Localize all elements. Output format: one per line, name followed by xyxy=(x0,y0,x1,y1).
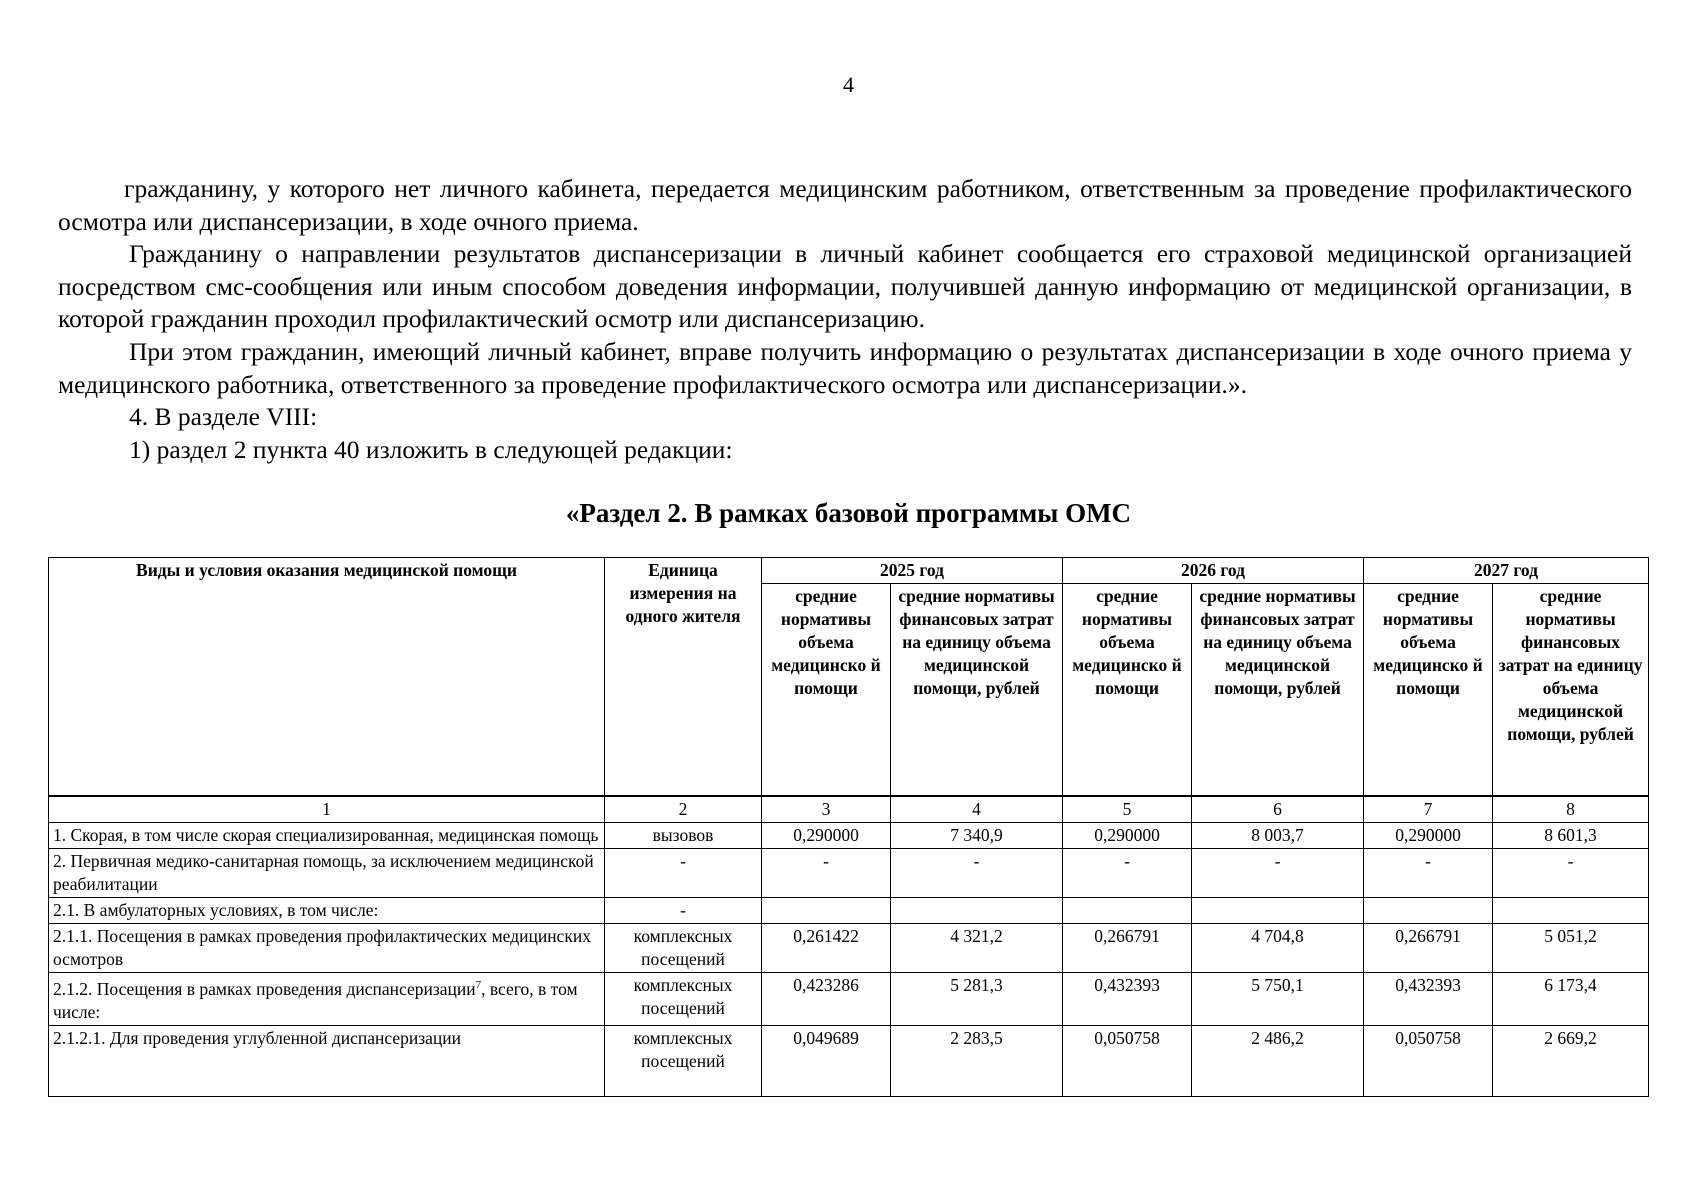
row-cost-2025: 5 281,3 xyxy=(891,973,1063,1026)
row-volume-2027 xyxy=(1364,898,1493,924)
col-number: 2 xyxy=(605,797,762,823)
header-cost-2027: средние нормативы финансовых затрат на единицу объема медицинской помощи, рублей xyxy=(1493,584,1649,796)
table-row xyxy=(49,823,1649,849)
row-unit: комплексных посещений xyxy=(605,1025,762,1096)
row-cost-2025: 2 283,5 xyxy=(891,1025,1063,1096)
row-cost-2027: 5 051,2 xyxy=(1493,924,1649,973)
table-row xyxy=(49,973,1649,1026)
row-cost-2027: - xyxy=(1493,849,1649,898)
row-volume-2026 xyxy=(1063,898,1192,924)
paragraph-1: гражданину, у которого нет личного кабинета, передается медицинским работником, ответственным за проведение профилактического осмотра или диспансеризации, в ходе очного приема. xyxy=(58,174,1632,236)
col-number: 4 xyxy=(891,797,1063,823)
table-row xyxy=(49,924,1649,973)
row-volume-2026: 0,050758 xyxy=(1063,1025,1192,1096)
row-volume-2025: 0,261422 xyxy=(762,924,891,973)
row-cost-2027: 8 601,3 xyxy=(1493,823,1649,849)
row-unit: комплексных посещений xyxy=(605,924,762,973)
header-volume-2027: средние нормативы объема медицинско й помощи xyxy=(1364,584,1493,796)
row-volume-2025 xyxy=(762,898,891,924)
row-name-tail: , всего, в том числе: xyxy=(53,978,578,1022)
row-cost-2026: 4 704,8 xyxy=(1192,924,1364,973)
header-cost-2026: средние нормативы финансовых затрат на единицу объема медицинской помощи, рублей xyxy=(1192,584,1364,796)
paragraph-4: 4. В разделе VIII: xyxy=(129,402,318,432)
row-volume-2026: 0,290000 xyxy=(1063,823,1192,849)
row-cost-2026: - xyxy=(1192,849,1364,898)
row-name-text: 2.1.2. Посещения в рамках проведения диспансеризации xyxy=(53,978,476,999)
row-name: 1. Скорая, в том числе скорая специализированная, медицинская помощь xyxy=(49,823,605,849)
row-name: 2.1.1. Посещения в рамках проведения профилактических медицинских осмотров xyxy=(49,924,605,973)
row-volume-2025: 0,049689 xyxy=(762,1025,891,1096)
header-year-2027: 2027 год xyxy=(1364,558,1649,584)
norms-table-container xyxy=(48,557,1648,1097)
table-row xyxy=(49,849,1649,898)
paragraph-2: Гражданину о направлении результатов диспансеризации в личный кабинет сообщается его страховой медицинской организацией посредством смс-сообщения или иным способом доведения информации, получившей данную информацию от медицинской организации, в которой гражданин проходил профилактический осмотр или диспансеризацию. xyxy=(58,239,1632,334)
col-number: 1 xyxy=(49,797,605,823)
col-number: 5 xyxy=(1063,797,1192,823)
row-name: 2. Первичная медико-санитарная помощь, за исключением медицинской реабилитации xyxy=(49,849,605,898)
row-cost-2025: 4 321,2 xyxy=(891,924,1063,973)
row-volume-2026: 0,266791 xyxy=(1063,924,1192,973)
col-number: 7 xyxy=(1364,797,1493,823)
row-cost-2026: 8 003,7 xyxy=(1192,823,1364,849)
row-volume-2025: 0,423286 xyxy=(762,973,891,1026)
header-kinds: Виды и условия оказания медицинской помощи xyxy=(49,558,605,796)
row-cost-2027 xyxy=(1493,898,1649,924)
paragraph-3: При этом гражданин, имеющий личный кабинет, вправе получить информацию о результатах диспансеризации в ходе очного приема у медицинского работника, ответственного за проведение профилактического осмотра или диспансеризации.». xyxy=(58,336,1632,399)
row-cost-2025: 7 340,9 xyxy=(891,823,1063,849)
header-unit: Единица измерения на одного жителя xyxy=(605,558,762,796)
row-volume-2027: 0,050758 xyxy=(1364,1025,1493,1096)
header-year-2026: 2026 год xyxy=(1063,558,1364,584)
row-unit: вызовов xyxy=(605,823,762,849)
header-volume-2026: средние нормативы объема медицинско й помощи xyxy=(1063,584,1192,796)
header-cost-2025: средние нормативы финансовых затрат на единицу объема медицинской помощи, рублей xyxy=(891,584,1063,796)
row-cost-2026: 2 486,2 xyxy=(1192,1025,1364,1096)
row-volume-2027: 0,290000 xyxy=(1364,823,1493,849)
page-number: 4 xyxy=(843,72,854,97)
row-volume-2027: 0,432393 xyxy=(1364,973,1493,1026)
footnote-ref: 7 xyxy=(475,979,482,991)
section-title: «Раздел 2. В рамках базовой программы ОМС xyxy=(565,498,1132,528)
norms-table xyxy=(48,557,1649,1097)
col-number: 3 xyxy=(762,797,891,823)
row-name xyxy=(49,973,605,1026)
paragraph-5: 1) раздел 2 пункта 40 изложить в следующей редакции: xyxy=(129,434,733,464)
row-volume-2027: 0,266791 xyxy=(1364,924,1493,973)
header-year-2025: 2025 год xyxy=(762,558,1063,584)
row-name: 2.1. В амбулаторных условиях, в том числе: xyxy=(49,898,605,924)
row-volume-2026: - xyxy=(1063,849,1192,898)
row-volume-2025: - xyxy=(762,849,891,898)
row-cost-2026: 5 750,1 xyxy=(1192,973,1364,1026)
column-numbers-row xyxy=(49,797,1649,823)
document-body xyxy=(58,173,1632,466)
col-number: 6 xyxy=(1192,797,1364,823)
col-number: 8 xyxy=(1493,797,1649,823)
row-cost-2026 xyxy=(1192,898,1364,924)
row-name: 2.1.2.1. Для проведения углубленной диспансеризации xyxy=(49,1025,605,1096)
row-volume-2026: 0,432393 xyxy=(1063,973,1192,1026)
row-cost-2025: - xyxy=(891,849,1063,898)
row-cost-2027: 6 173,4 xyxy=(1493,973,1649,1026)
table-row xyxy=(49,898,1649,924)
row-unit: - xyxy=(605,898,762,924)
table-row xyxy=(49,1025,1649,1096)
row-cost-2027: 2 669,2 xyxy=(1493,1025,1649,1096)
row-cost-2025 xyxy=(891,898,1063,924)
row-unit: - xyxy=(605,849,762,898)
row-unit: комплексных посещений xyxy=(605,973,762,1026)
row-volume-2027: - xyxy=(1364,849,1493,898)
header-volume-2025: средние нормативы объема медицинско й помощи xyxy=(762,584,891,796)
row-volume-2025: 0,290000 xyxy=(762,823,891,849)
